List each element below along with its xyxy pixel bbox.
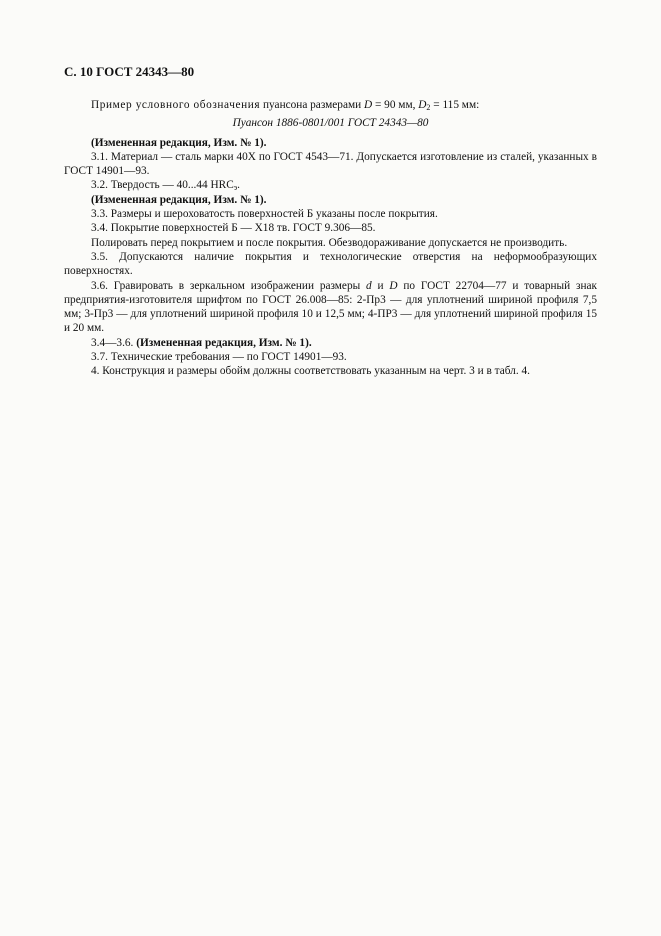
clause-3-7: 3.7. Технические требования — по ГОСТ 14901—93. <box>91 351 347 364</box>
designation-example: Пуансон 1886-0801/001 ГОСТ 24343—80 <box>232 117 429 130</box>
revision-note: (Измененная редакция, Изм. № 1). <box>91 193 267 206</box>
clause-4: 4. Конструкция и размеры обойм должны соответствовать указанным на черт. 3 и в табл. 4. <box>91 365 530 378</box>
revision-note: (Измененная редакция, Изм. № 1). <box>91 136 267 149</box>
clause-3-1: 3.1. Материал — сталь марки 40Х по ГОСТ 4543—71. Допускается изготовление из сталей, указанных в ГОСТ 14901—93. <box>64 150 597 178</box>
example-label: Пример условного обозначения <box>91 99 261 111</box>
clause-3-4: 3.4. Покрытие поверхностей Б — Х18 тв. ГОСТ 9.306—85. <box>91 222 376 235</box>
clause-3-3: 3.3. Размеры и шероховатость поверхностей Б указаны после покрытия. <box>91 208 438 221</box>
clause-3-5: 3.5. Допускаются наличие покрытия и технологические отверстия на неформообразующих поверхностях. <box>64 250 597 278</box>
clause-3-2: 3.2. Твердость — 40...44 $HRC_э$. <box>91 179 240 193</box>
example-paragraph: Пример условного обозначения пуансона размерами D = 90 мм, $D_2 = 115$ мм: <box>91 99 480 112</box>
clause-3-6: 3.6. Гравировать в зеркальном изображении размеры d и D по ГОСТ 22704—77 и товарный знак предприятия-изготовителя шрифтом по ГОСТ 26.008—85: 2-Пр3 — для уплотнений шириной профиля 7,5 мм; 3-Пр3 — для уплотнений шириной профиля 10 и 12,5 мм; 4-ПР3 — для уплотнений шириной профиля 15 и 20 мм. <box>64 279 597 335</box>
page-header: С. 10 ГОСТ 24343—80 <box>64 64 195 79</box>
document-body <box>64 98 597 379</box>
polish-paragraph: Полировать перед покрытием и после покрытия. Обезводораживание допускается не производить. <box>91 236 568 249</box>
revision-note-3-4-3-6: 3.4—3.6. (Измененная редакция, Изм. № 1). <box>91 336 312 349</box>
